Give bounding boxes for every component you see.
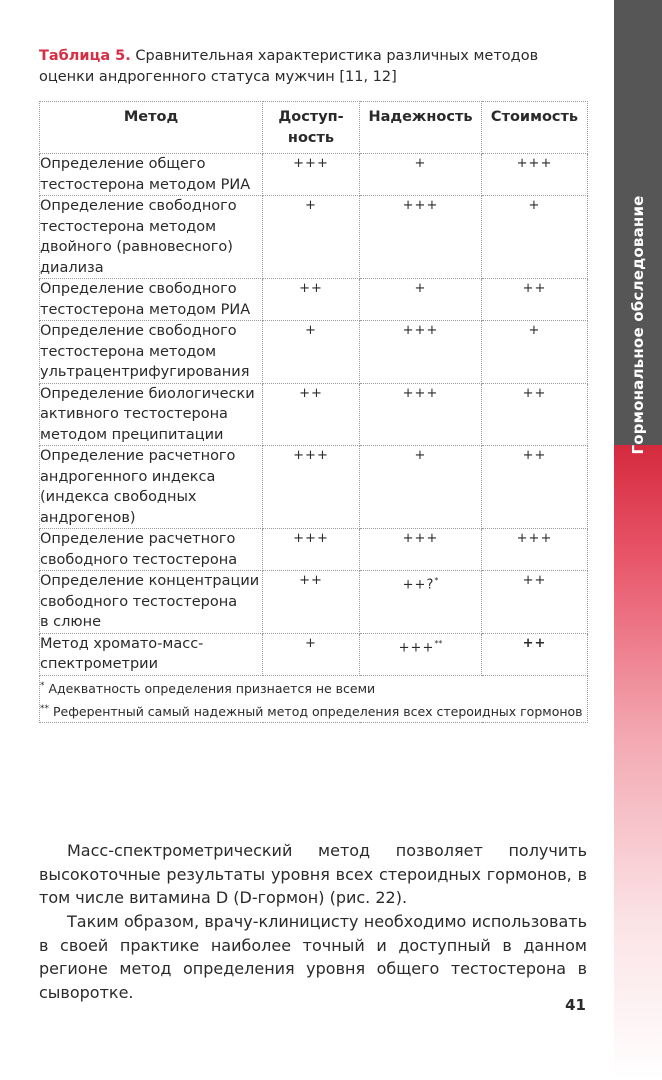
body-paragraph-1: Масс-спектрометрический метод позволяет получить высокоточные результаты уровня всех стероидных гормонов, в том числе витамина D (D-гормон) (рис. 22). (39, 841, 587, 907)
cost-cell: +++ (482, 154, 588, 196)
cost-cell: ++ (482, 633, 588, 675)
cost-cell: + (482, 196, 588, 279)
table-row (40, 529, 588, 571)
footnote-mark: * (434, 576, 439, 585)
header-reliability: Надежность (360, 102, 482, 154)
table-row (40, 383, 588, 446)
methods-table (39, 101, 588, 723)
reliability-cell: +++ (360, 321, 482, 384)
table-row (40, 279, 588, 321)
method-cell: Определение концентрации свободного тестостерона в слюне (40, 571, 263, 634)
availability-cell: + (263, 196, 360, 279)
table-row (40, 633, 588, 675)
method-cell: Определение свободного тестостерона методом двойного (равновесного) диализа (40, 196, 263, 279)
availability-cell: +++ (263, 446, 360, 529)
availability-cell: ++ (263, 571, 360, 634)
cost-cell: +++ (482, 529, 588, 571)
section-label: Гормональное обследование (629, 195, 647, 455)
header-method: Метод (40, 102, 263, 154)
method-cell: Определение свободного тестостерона методом ультрацентрифугирования (40, 321, 263, 384)
availability-cell: ++ (263, 279, 360, 321)
table-caption-label: Таблица 5. (39, 48, 131, 64)
availability-cell: +++ (263, 154, 360, 196)
reliability-cell: +++ (360, 196, 482, 279)
table-footnotes (40, 675, 588, 722)
reliability-cell: ++?* (360, 571, 482, 634)
method-cell: Определение биологически активного тестостерона методом преципитации (40, 383, 263, 446)
table-row (40, 196, 588, 279)
availability-cell: + (263, 321, 360, 384)
body-paragraph-2: Таким образом, врачу-клиницисту необходимо использовать в своей практике наиболее точный и доступный в данном регионе метод определения уровня общего тестостерона в сыворотке. (39, 912, 587, 1002)
reliability-cell: + (360, 446, 482, 529)
method-cell: Определение расчетного андрогенного индекса (индекса свободных андрогенов) (40, 446, 263, 529)
footnote-mark: ** (434, 638, 443, 648)
reliability-cell: +++ (360, 529, 482, 571)
table-footnotes-row (40, 675, 588, 722)
cost-cell: ++ (482, 571, 588, 634)
table-row (40, 446, 588, 529)
page-number: 41 (565, 996, 586, 1014)
sidebar-gradient-band (614, 445, 662, 1080)
method-cell: Определение расчетного свободного тестостерона (40, 529, 263, 571)
table-row (40, 321, 588, 384)
table-row (40, 571, 588, 634)
reliability-cell: + (360, 154, 482, 196)
table-caption-text: Сравнительная характеристика различных методов оценки андрогенного статуса мужчин [11, 12] (39, 48, 539, 85)
reliability-cell: +++ (360, 383, 482, 446)
table-caption (39, 46, 587, 88)
header-cost: Стоимость (482, 102, 588, 154)
cost-cell: ++ (482, 383, 588, 446)
reliability-cell: + (360, 279, 482, 321)
cost-cell: ++ (482, 279, 588, 321)
footnote-1: * Адекватность определения признается не всеми (40, 680, 376, 696)
table-header-row (40, 102, 588, 154)
method-cell: Определение общего тестостерона методом РИА (40, 154, 263, 196)
cost-cell: ++ (482, 446, 588, 529)
cost-cell: + (482, 321, 588, 384)
reliability-cell: +++** (360, 633, 482, 675)
footnote-2: ** Референтный самый надежный метод определения всех стероидных гормонов (40, 703, 583, 719)
availability-cell: + (263, 633, 360, 675)
table-row (40, 154, 588, 196)
availability-cell: +++ (263, 529, 360, 571)
availability-cell: ++ (263, 383, 360, 446)
header-availability: Доступ- ность (263, 102, 360, 154)
method-cell: Определение свободного тестостерона методом РИА (40, 279, 263, 321)
method-cell: Метод хромато-масс- спектрометрии (40, 633, 263, 675)
